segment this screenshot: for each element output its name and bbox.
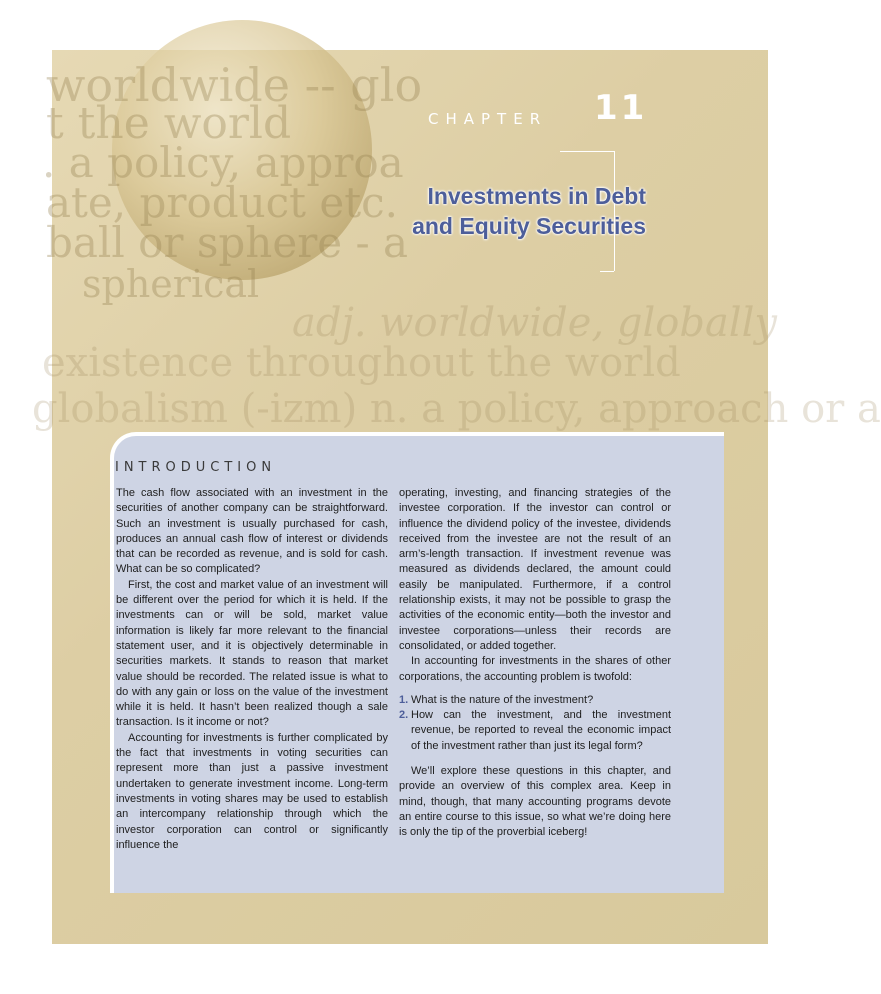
- background-text: ate, product etc.: [46, 178, 399, 227]
- background-text: . a policy, approa: [42, 138, 404, 187]
- title-bracket-bottom: [600, 271, 614, 272]
- title-bracket-top: [560, 151, 614, 152]
- background-text: spherical: [82, 262, 260, 306]
- question-list: [399, 693, 671, 754]
- background-text: t the world: [46, 98, 292, 149]
- chapter-title-line-2: and Equity Securities: [412, 213, 646, 239]
- background-text: existence throughout the world: [42, 340, 681, 386]
- paragraph: First, the cost and market value of an investment will be different over the period for which it is held. If the investments can or will be sold, market value information is likely far more relevant to the financial statement user, and it is objectively determinable in securities markets. It stands to reason that market value should be recorded. The related issue is what to do with any gain or loss on the value of the investment while it is held. It hasn’t been realized though a sale transaction. Is it income or not?: [116, 578, 388, 729]
- background-text: ball or sphere - a: [46, 218, 409, 267]
- list-item: [399, 708, 671, 754]
- paragraph: We’ll explore these questions in this chapter, and provide an overview of this complex area. Keep in mind, though, that many accounting programs devote an entire course to this issue, so what we’re doing here is only the tip of the proverbial iceberg!: [399, 765, 671, 839]
- list-text: How can the investment, and the investment revenue, be reported to reveal the economic impact of the investment rather than just its legal form?: [411, 709, 671, 752]
- chapter-title: [412, 181, 646, 241]
- chapter-title-line-1: Investments in Debt: [427, 183, 646, 209]
- paragraph: The cash flow associated with an investment in the securities of another company can be straightforward. Such an investment is usually purchased for cash, produces an annual cash flow of interest or dividends that can be recorded as revenue, and is sold for cash. What can be so complicated?: [116, 487, 388, 576]
- list-text: What is the nature of the investment?: [411, 693, 594, 706]
- introduction-heading: INTRODUCTION: [115, 460, 277, 475]
- background-text: worldwide -- glo: [46, 58, 423, 112]
- introduction-left-column: [116, 486, 388, 853]
- paragraph: In accounting for investments in the shares of other corporations, the accounting problem is twofold:: [399, 655, 671, 683]
- chapter-number: 11: [594, 88, 648, 128]
- list-item: [399, 693, 671, 708]
- list-number: 1.: [399, 693, 409, 706]
- background-text: adj. worldwide, globally: [292, 300, 777, 346]
- list-number: 2.: [399, 709, 409, 722]
- paragraph: operating, investing, and financing strategies of the investee corporation. If the investor can control or influence the dividend policy of the investee, dividends received from the investee are not the result of an arm’s-length transaction. If investment revenue was measured as dividends declared, the amount could easily be manipulated. Furthermore, if a control relationship exists, it may not be possible to grasp the activities of the economic entity—both the investor and investee corporations—unless their records are consolidated, or added together.: [399, 487, 671, 652]
- chapter-label: CHAPTER: [428, 110, 548, 128]
- introduction-right-column: [399, 486, 671, 841]
- background-text: globalism (-izm) n. a policy, approach or a: [32, 386, 881, 432]
- paragraph: Accounting for investments is further complicated by the fact that investments in voting securities can represent more than just a passive investment undertaken to generate investment income. Long-term investments in voting shares may be used to establish an intercompany relationship through which the investor corporation can control or significantly influence the: [116, 731, 388, 851]
